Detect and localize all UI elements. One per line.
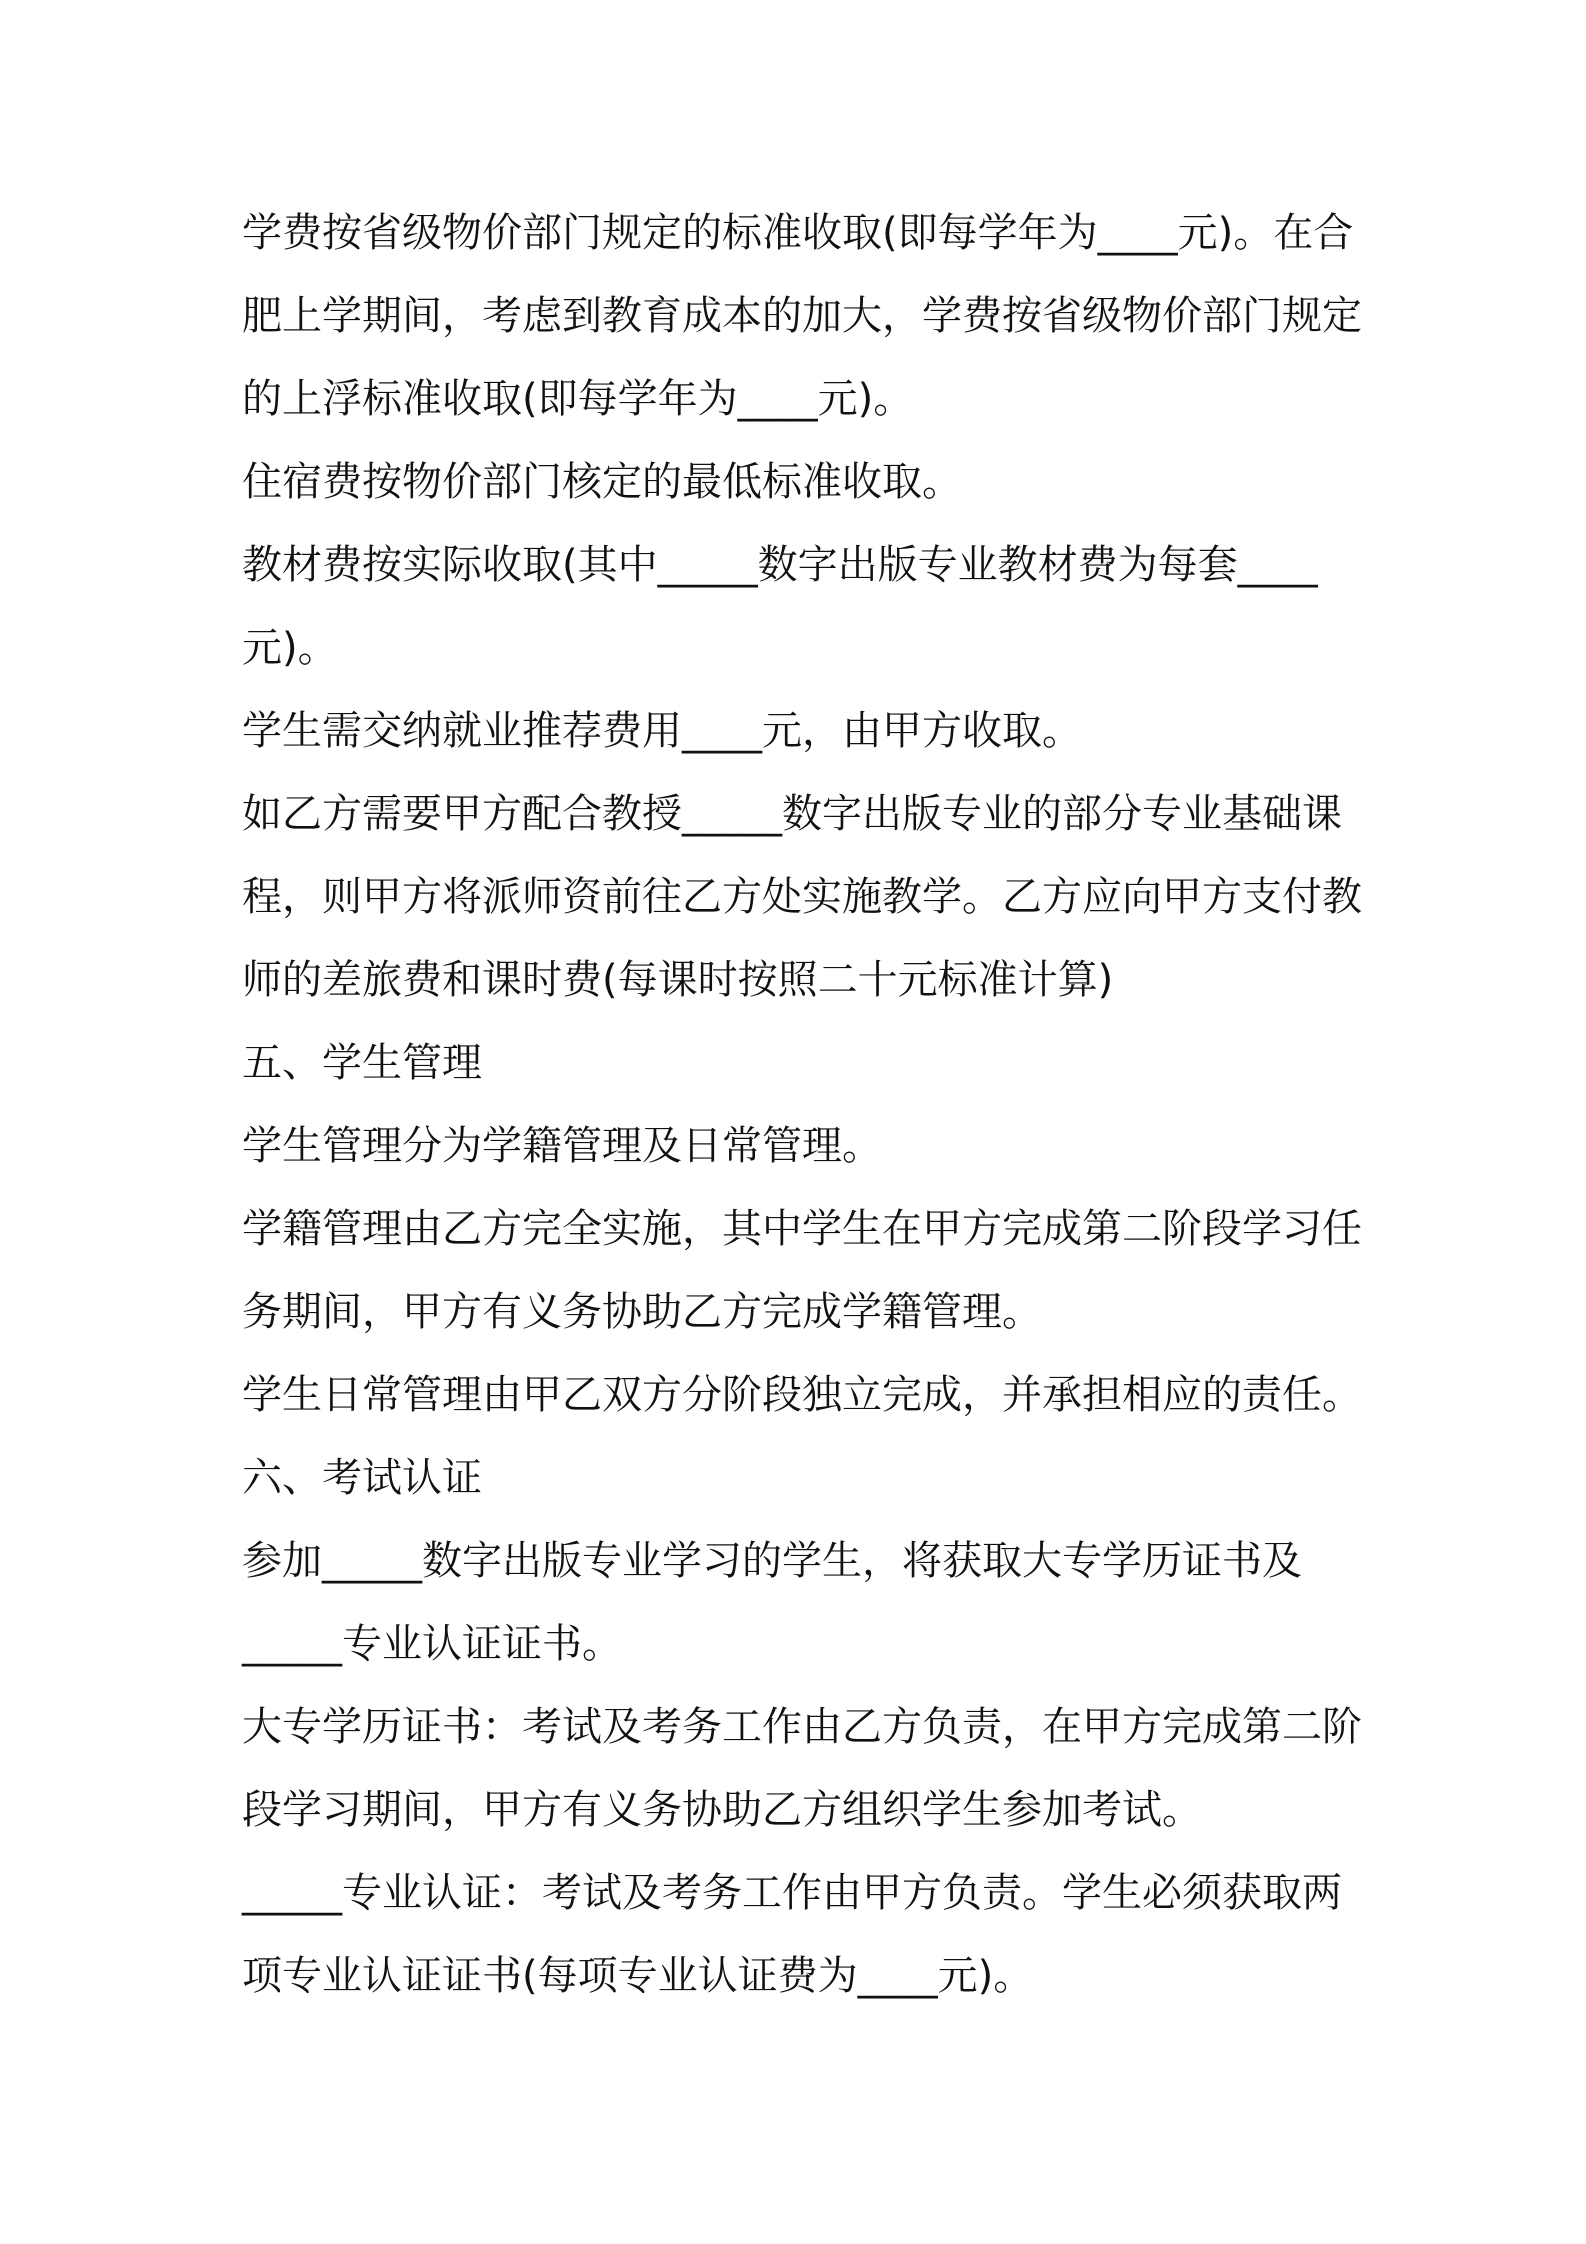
paragraph-employment-fee: 学生需交纳就业推荐费用____元，由甲方收取。 — [242, 708, 1082, 754]
paragraph-management-split: 学生管理分为学籍管理及日常管理。 — [242, 1123, 882, 1169]
paragraph-certificates: 参加_____数字出版专业学习的学生，将获取大专学历证书及_____专业认证证书。 — [242, 1538, 1302, 1667]
paragraph-tuition-standard: 学费按省级物价部门规定的标准收取(即每学年为____元)。在合肥上学期间，考虑到教育成本的加大，学费按省级物价部门规定的上浮标准收取(即每学年为____元)。 — [242, 210, 1362, 422]
paragraph-textbook-fee: 教材费按实际收取(其中_____数字出版专业教材费为每套____元)。 — [242, 542, 1318, 671]
paragraph-college-diploma: 大专学历证书：考试及考务工作由乙方负责，在甲方完成第二阶段学习期间，甲方有义务协助乙方组织学生参加考试。 — [242, 1704, 1362, 1833]
paragraph-teaching-cooperation: 如乙方需要甲方配合教授_____数字出版专业的部分专业基础课程，则甲方将派师资前往乙方处实施教学。乙方应向甲方支付教师的差旅费和课时费(每课时按照二十元标准计算) — [242, 791, 1362, 1003]
paragraph-professional-certification: _____专业认证：考试及考务工作由甲方负责。学生必须获取两项专业认证证书(每项专业认证费为____元)。 — [242, 1870, 1342, 1999]
section-heading-exam-certification: 六、考试认证 — [242, 1455, 482, 1501]
paragraph-daily-management: 学生日常管理由甲乙双方分阶段独立完成，并承担相应的责任。 — [242, 1372, 1362, 1418]
section-heading-student-management: 五、学生管理 — [242, 1040, 482, 1086]
paragraph-enrollment-management: 学籍管理由乙方完全实施，其中学生在甲方完成第二阶段学习任务期间，甲方有义务协助乙方完成学籍管理。 — [242, 1206, 1362, 1335]
document-body — [242, 192, 1362, 2018]
paragraph-accommodation-fee: 住宿费按物价部门核定的最低标准收取。 — [242, 459, 962, 505]
